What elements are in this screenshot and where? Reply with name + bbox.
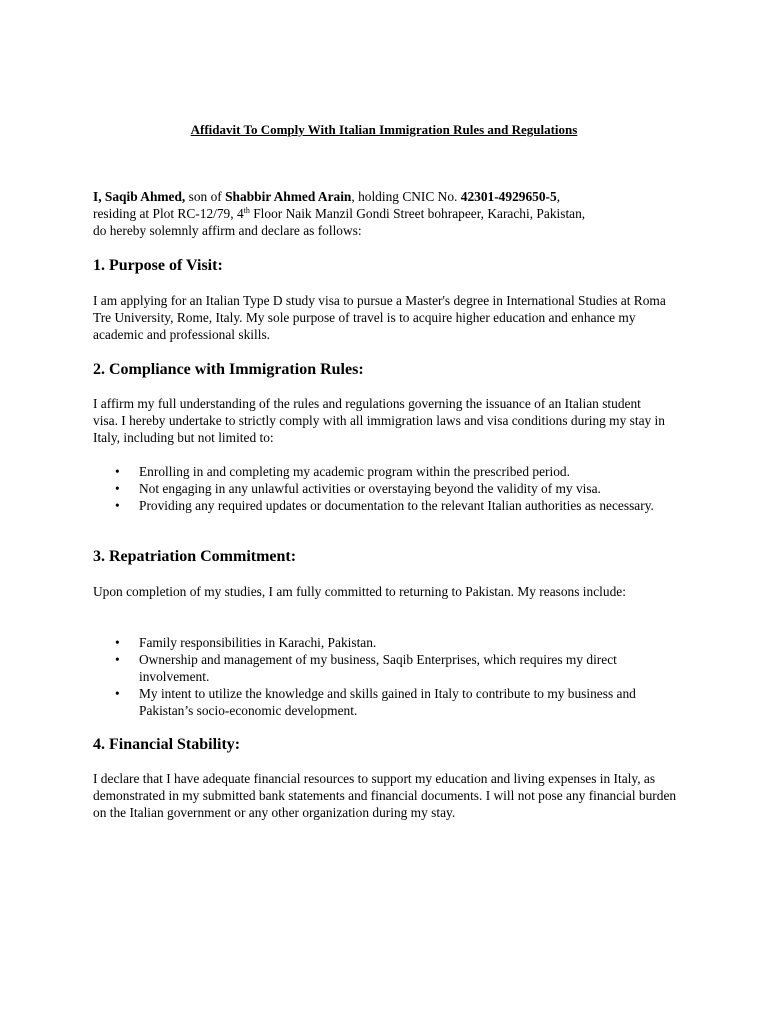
list-item-text: Not engaging in any unlawful activities or overstaying beyond the validity of my visa. [139,481,601,496]
section-heading-repatriation: 3. Repatriation Commitment: [93,548,297,565]
list-item [93,651,668,685]
floor-superscript: th [243,206,250,215]
intro-line-3: do hereby solemnly affirm and declare as follows: [93,223,362,238]
residing-prefix: residing at Plot RC-12/79, 4 [93,206,244,221]
list-item-text: Family responsibilities in Karachi, Pakistan. [139,635,377,650]
father-name: Shabbir Ahmed Arain [225,189,352,204]
list-item [93,685,668,719]
intro-comma: , [556,189,561,204]
cnic-number: 42301-4929650-5 [460,189,557,204]
intro-son-of: son of [185,189,226,204]
residing-suffix: Floor Naik Manzil Gondi Street bohrapeer, Karachi, Pakistan, [249,206,586,221]
list-item [93,497,683,514]
section-paragraph-repatriation: Upon completion of my studies, I am fully committed to returning to Pakistan. My reasons include: [93,584,626,599]
bullet-glyph: • [115,635,120,650]
list-item-text: Enrolling in and completing my academic program within the prescribed period. [139,464,570,479]
list-item-text: My intent to utilize the knowledge and skills gained in Italy to contribute to my business and Pakistan’s socio-economic development. [139,686,636,718]
list-item [93,463,683,480]
section-heading-compliance: 2. Compliance with Immigration Rules: [93,361,364,378]
intro-line-1 [93,188,683,205]
bullet-glyph: • [115,464,120,479]
bullet-glyph: • [115,481,120,496]
intro-paragraph [93,188,683,239]
bullet-glyph: • [115,686,120,701]
section-heading-purpose: 1. Purpose of Visit: [93,257,223,274]
list-item [93,634,668,651]
declarant-name: I, Saqib Ahmed, [93,189,186,204]
section-paragraph-financial: I declare that I have adequate financial resources to support my education and living expenses in Italy, as demonstrated in my submitted bank statements and financial documents. I will not pose any financial burden on the Italian government or any other organization during my stay. [93,771,677,820]
compliance-bullet-list [93,463,683,514]
bullet-glyph: • [115,498,120,513]
section-paragraph-purpose: I am applying for an Italian Type D study visa to pursue a Master's degree in International Studies at Roma Tre University, Rome, Italy. My sole purpose of travel is to acquire higher education and enhance my academic and professional skills. [93,293,666,342]
section-heading-financial: 4. Financial Stability: [93,736,241,753]
intro-holding: , holding CNIC No. [351,189,461,204]
list-item-text: Ownership and management of my business, Saqib Enterprises, which requires my direct involvement. [139,652,617,684]
list-item [93,480,683,497]
document-title: Affidavit To Comply With Italian Immigration Rules and Regulations [190,122,578,137]
section-paragraph-compliance: I affirm my full understanding of the rules and regulations governing the issuance of an Italian student visa. I hereby undertake to strictly comply with all immigration laws and visa conditions during my stay in Italy, including but not limited to: [93,396,665,445]
bullet-glyph: • [115,652,120,667]
intro-line-2 [93,205,683,222]
list-item-text: Providing any required updates or documentation to the relevant Italian authorities as necessary. [139,498,654,513]
repatriation-bullet-list [93,634,668,719]
